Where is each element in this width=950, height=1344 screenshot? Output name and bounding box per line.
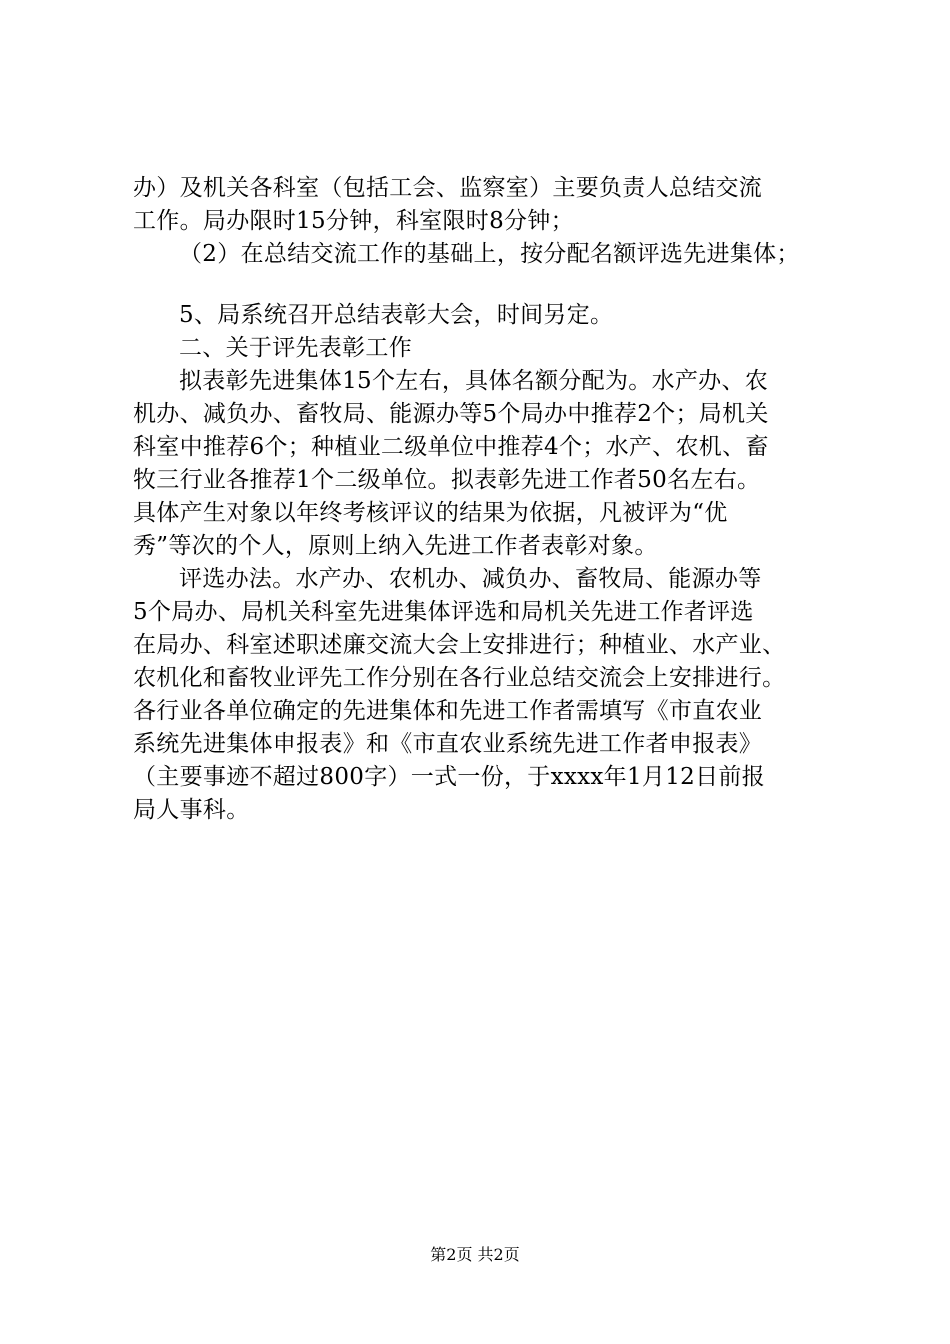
text-line: 评选办法。水产办、农机办、减负办、畜牧局、能源办等 xyxy=(179,566,762,592)
text-line: 牧三行业各推荐1个二级单位。拟表彰先进工作者50名左右。 xyxy=(133,467,761,493)
text-line: 5、局系统召开总结表彰大会，时间另定。 xyxy=(179,302,614,328)
text-line: 工作。局办限时15分钟，科室限时8分钟； xyxy=(133,208,574,234)
paragraph-gap xyxy=(133,271,853,299)
text-line: 办）及机关各科室（包括工会、监察室）主要负责人总结交流 xyxy=(133,175,763,201)
text-line: 具体产生对象以年终考核评议的结果为依据，凡被评为“优 xyxy=(133,500,728,526)
text-line: 农机化和畜牧业评先工作分别在各行业总结交流会上安排进行。 xyxy=(133,665,786,691)
text-line: （2）在总结交流工作的基础上，按分配名额评选先进集体； xyxy=(179,241,800,267)
text-line: （主要事迹不超过800字）一式一份，于xxxx年1月12日前报 xyxy=(133,764,765,790)
text-line: 局人事科。 xyxy=(133,797,250,823)
text-line: 拟表彰先进集体15个左右，具体名额分配为。水产办、农 xyxy=(179,368,769,394)
text-line: 系统先进集体申报表》和《市直农业系统先进工作者申报表》 xyxy=(133,731,763,757)
text-line: 秀”等次的个人，原则上纳入先进工作者表彰对象。 xyxy=(133,533,658,559)
text-line: 在局办、科室述职述廉交流大会上安排进行；种植业、水产业、 xyxy=(133,632,786,658)
text-line: 机办、减负办、畜牧局、能源办等5个局办中推荐2个；局机关 xyxy=(133,401,769,427)
text-line: 各行业各单位确定的先进集体和先进工作者需填写《市直农业 xyxy=(133,698,763,724)
document-body xyxy=(133,172,853,827)
page-number-footer: 第2页 共2页 xyxy=(430,1245,520,1264)
text-line: 科室中推荐6个；种植业二级单位中推荐4个；水产、农机、畜 xyxy=(133,434,769,460)
section-heading: 二、关于评先表彰工作 xyxy=(179,335,412,361)
text-line: 5个局办、局机关科室先进集体评选和局机关先进工作者评选 xyxy=(133,599,754,625)
